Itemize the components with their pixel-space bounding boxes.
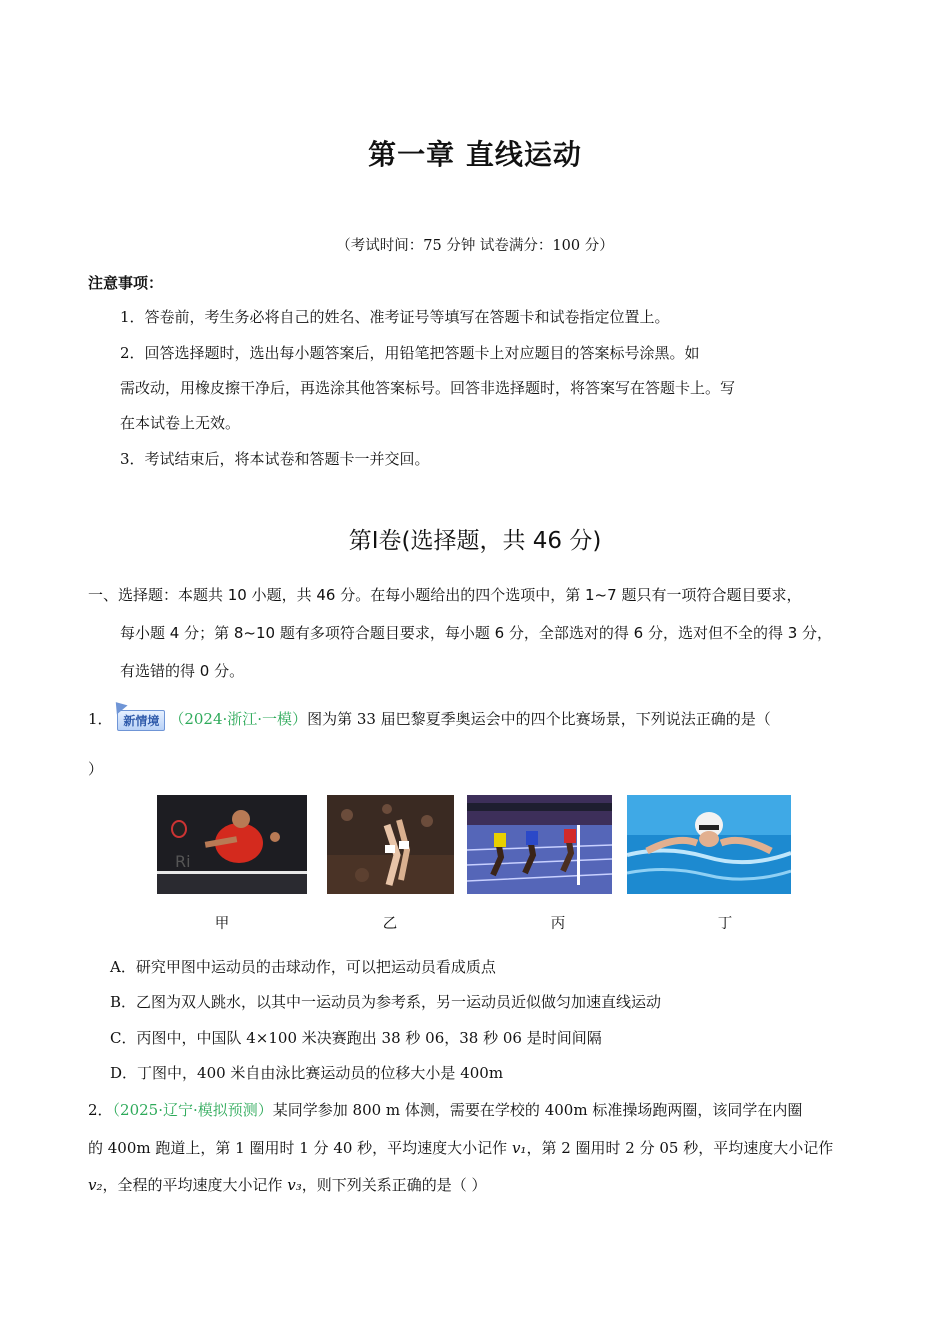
section-title: 第Ⅰ卷(选择题，共 46 分) <box>348 528 602 554</box>
question-text: 图为第 33 届巴黎夏季奥运会中的四个比赛场景，下列说法正确的是（ <box>307 710 771 728</box>
question-2 <box>88 1099 802 1120</box>
symbol-v3: v₃ <box>287 1176 302 1194</box>
chapter-title: 第一章 直线运动 <box>368 138 582 171</box>
svg-text:Ri: Ri <box>175 852 191 871</box>
question-source: （2025·辽宁·模拟预测） <box>112 1101 273 1119</box>
notice-line-3: 需改动，用橡皮擦干净后，再选涂其他答案标号。回答非选择题时，将答案写在答题卡上。写 <box>120 379 736 397</box>
flag-icon <box>111 697 128 714</box>
caption-jia: 甲 <box>214 916 230 932</box>
option-b: B．乙图为双人跳水，以其中一运动员为参考系，另一运动员近似做匀加速直线运动 <box>110 993 662 1011</box>
photo-swimming <box>627 795 791 894</box>
part-one-line-1: 一、选择题：本题共 10 小题，共 46 分。在每小题给出的四个选项中，第 1~7 题只有一项符合题目要求， <box>88 586 802 604</box>
caption-yi: 乙 <box>382 916 398 932</box>
question-number: 1． <box>88 710 113 728</box>
question-1 <box>88 708 771 731</box>
photo-relay-race <box>467 795 612 894</box>
notice-line-2: 2．回答选择题时，选出每小题答案后，用铅笔把答题卡上对应题目的答案标号涂黑。如 <box>120 344 700 362</box>
question-text: 某同学参加 800 m 体测，需要在学校的 400m 标准操场跑两圈，该同学在内圈 <box>272 1101 803 1119</box>
question-source: （2024·浙江·一模） <box>169 710 308 728</box>
caption-bing: 丙 <box>550 916 566 932</box>
notice-line-4: 在本试卷上无效。 <box>120 414 241 432</box>
question-number: 2． <box>88 1101 113 1119</box>
option-a: A．研究甲图中运动员的击球动作，可以把运动员看成质点 <box>110 958 496 976</box>
option-d: D．丁图中，400 米自由泳比赛运动员的位移大小是 400m <box>110 1064 504 1082</box>
notice-heading: 注意事项： <box>88 274 164 292</box>
notice-line-5: 3．考试结束后，将本试卷和答题卡一并交回。 <box>120 450 430 468</box>
new-context-badge: 新情境 <box>117 710 165 731</box>
question-2-line-3: v₂，全程的平均速度大小记作 v₃，则下列关系正确的是（ ） <box>88 1176 487 1194</box>
symbol-v2: v₂ <box>88 1176 103 1194</box>
part-one-line-2: 每小题 4 分；第 8~10 题有多项符合题目要求，每小题 6 分，全部选对的得 6 分，选对但不全的得 3 分， <box>120 624 833 642</box>
question-2-line-2: 的 400m 跑道上，第 1 圈用时 1 分 40 秒，平均速度大小记作 v₁，第 2 圈用时 2 分 05 秒，平均速度大小记作 <box>88 1139 834 1157</box>
part-one-line-3: 有选错的得 0 分。 <box>120 662 245 680</box>
photo-table-tennis <box>157 795 307 894</box>
question-1-end: ） <box>88 760 104 778</box>
notice-line-1: 1．答卷前，考生务必将自己的姓名、准考证号等填写在答题卡和试卷指定位置上。 <box>120 308 670 326</box>
exam-info: （考试时间：75 分钟 试卷满分：100 分） <box>336 238 614 254</box>
caption-ding: 丁 <box>717 916 733 932</box>
photo-diving <box>327 795 454 894</box>
option-c: C．丙图中，中国队 4×100 米决赛跑出 38 秒 06，38 秒 06 是时间间隔 <box>110 1029 602 1047</box>
symbol-v1: v₁ <box>511 1139 527 1157</box>
